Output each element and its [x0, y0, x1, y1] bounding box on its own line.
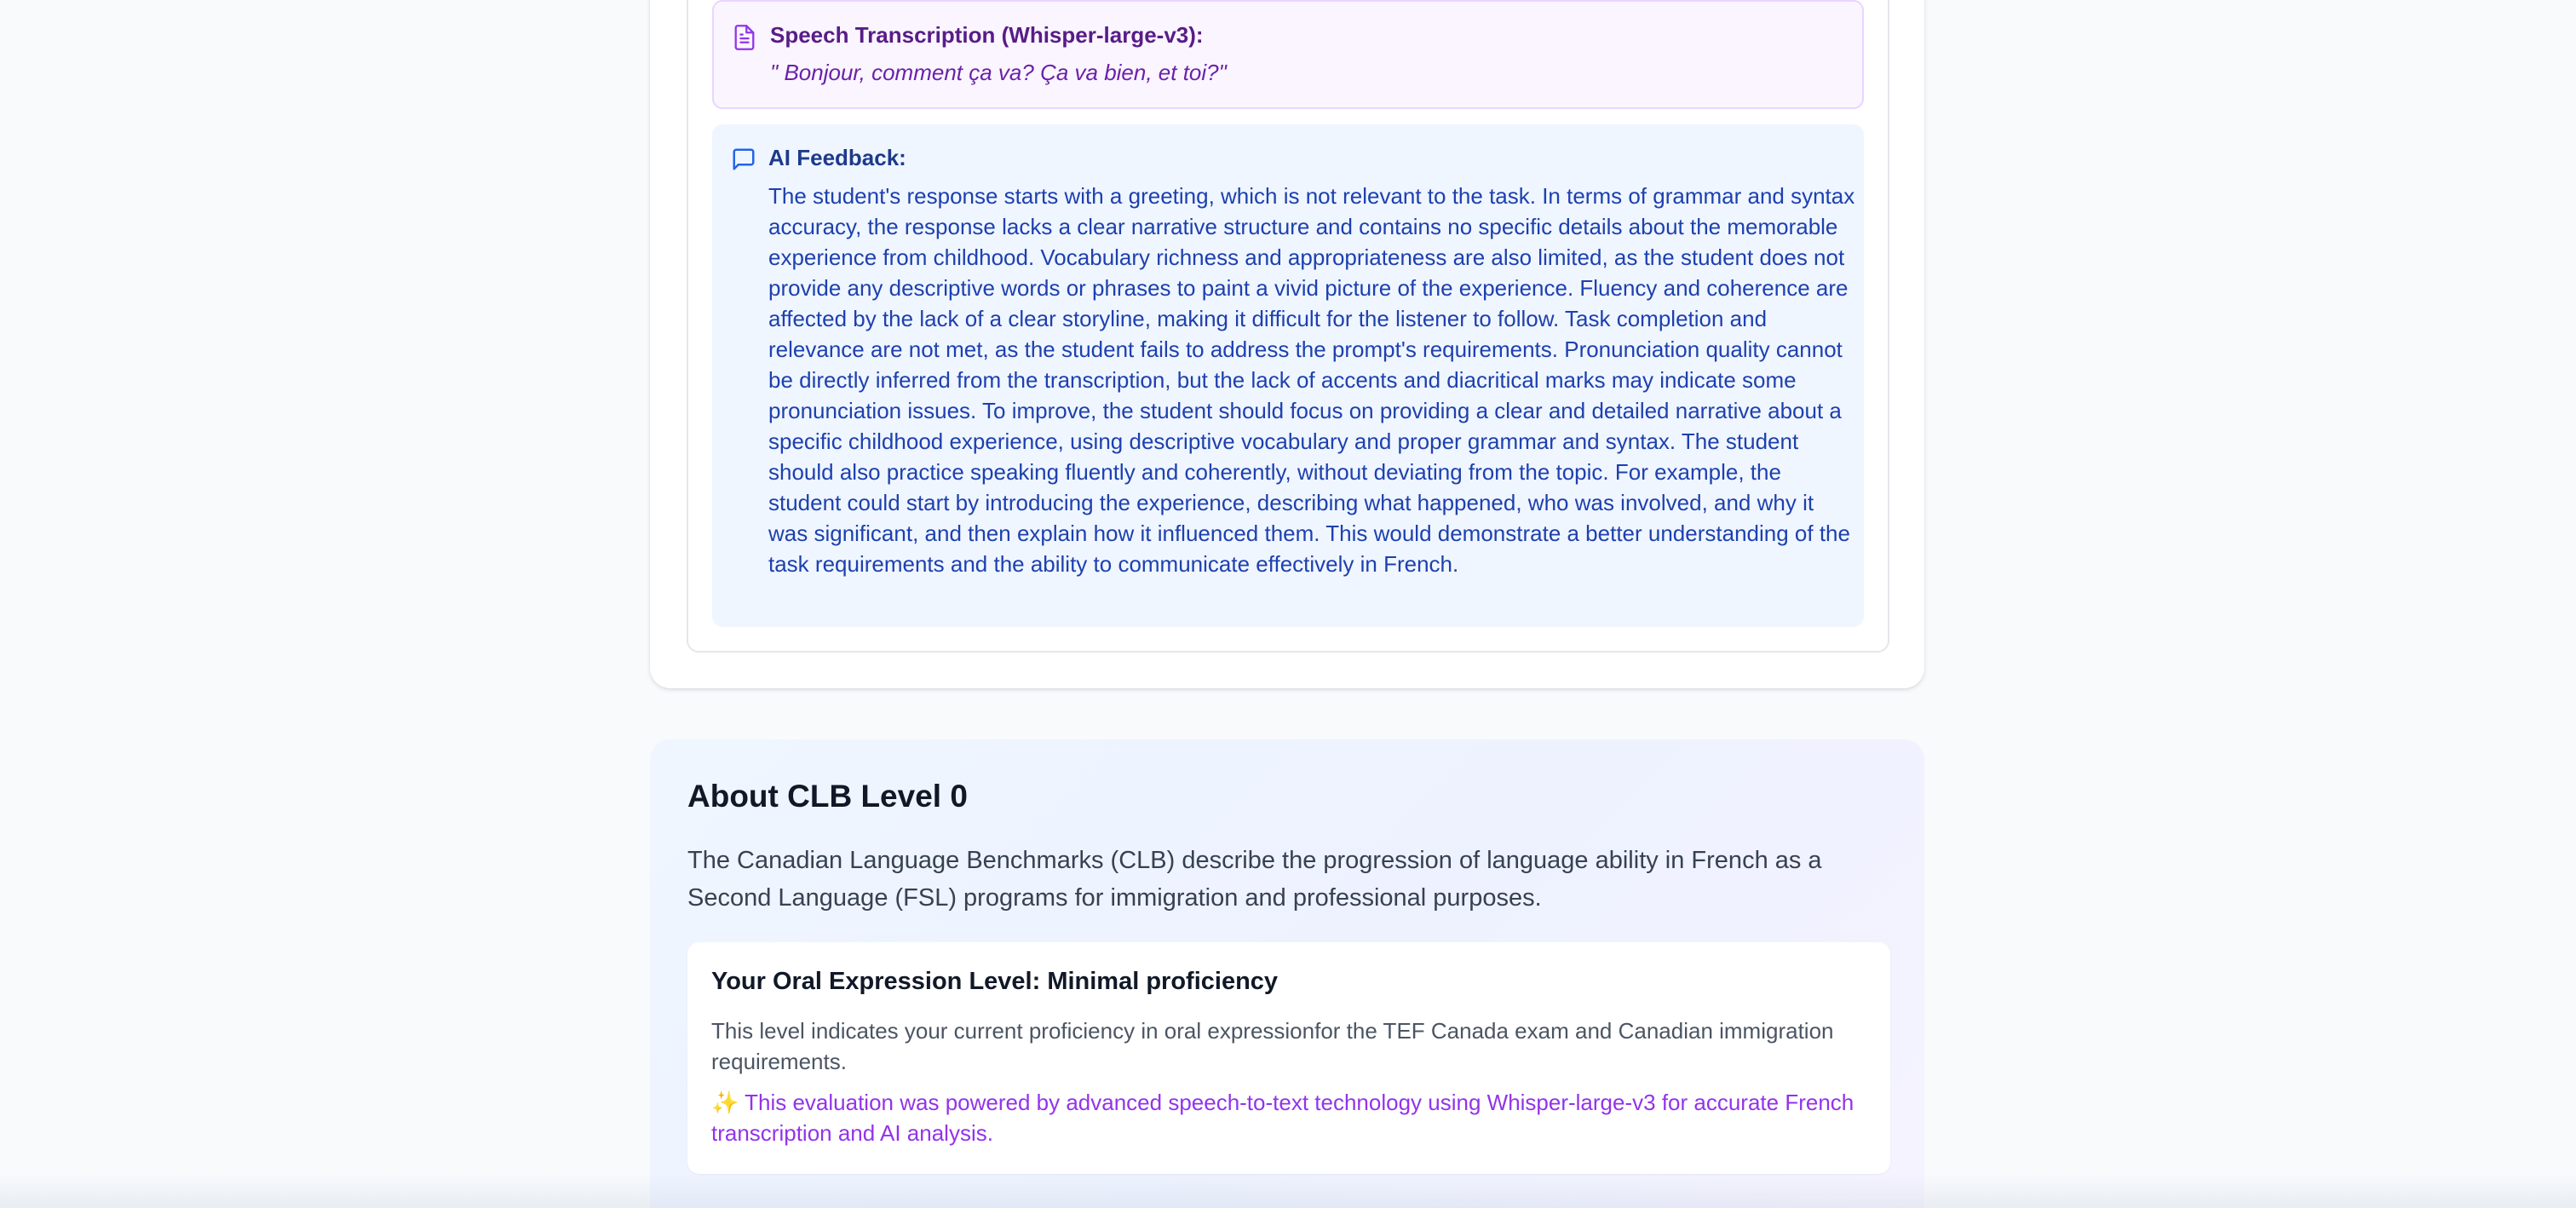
results-panel	[687, 0, 1889, 653]
about-clb-section	[650, 739, 1924, 1208]
ai-feedback-box	[712, 124, 1864, 627]
transcription-text: " Bonjour, comment ça va? Ça va bien, et toi?"	[770, 60, 1227, 85]
ai-feedback-title: AI Feedback:	[768, 145, 906, 170]
powered-by-note: ✨ This evaluation was powered by advanced speech-to-text technology using Whisper-large-v3 for accurate French transcription and AI analysis.	[711, 1090, 1854, 1146]
transcription-box	[712, 0, 1864, 109]
about-description: The Canadian Language Benchmarks (CLB) describe the progression of language ability in French as a Second Language (FSL) programs for immigration and professional purposes.	[687, 847, 1822, 912]
about-title: About CLB Level 0	[687, 779, 968, 814]
oral-level-description: This level indicates your current proficiency in oral expressionfor the TEF Canada exam and Canadian immigration requirements.	[711, 1018, 1834, 1074]
results-card	[650, 0, 1924, 688]
oral-level-box	[687, 942, 1890, 1174]
document-icon	[733, 24, 756, 51]
oral-level-title: Your Oral Expression Level: Minimal proficiency	[711, 968, 1279, 995]
transcription-title: Speech Transcription (Whisper-large-v3):	[770, 22, 1204, 48]
ai-feedback-text: The student's response starts with a greeting, which is not relevant to the task. In terms of grammar and syntax accuracy, the response lacks a clear narrative structure and contains no specific details about the memorable experience from childhood. Vocabulary richness and appropriateness are also limited, as the student does not provide any descriptive words or phrases to paint a vivid picture of the experience. Fluency and coherence are affected by the lack of a clear storyline, making it difficult for the listener to follow. Task completion and relevance are not met, as the student fails to address the prompt's requirements. Pronunciation quality cannot be directly inferred from the transcription, but the lack of accents and diacritical marks may indicate some pronunciation issues. To improve, the student should focus on providing a clear and detailed narrative about a specific childhood experience, using descriptive vocabulary and proper grammar and syntax. The student should also practice speaking fluently and coherently, without deviating from the topic. For example, the student could start by introducing the experience, describing what happened, who was involved, and why it was significant, and then explain how it influenced them. This would demonstrate a better understanding of the task requirements and the ability to communicate effectively in French.	[768, 183, 1855, 577]
chat-bubble-icon	[731, 147, 756, 172]
